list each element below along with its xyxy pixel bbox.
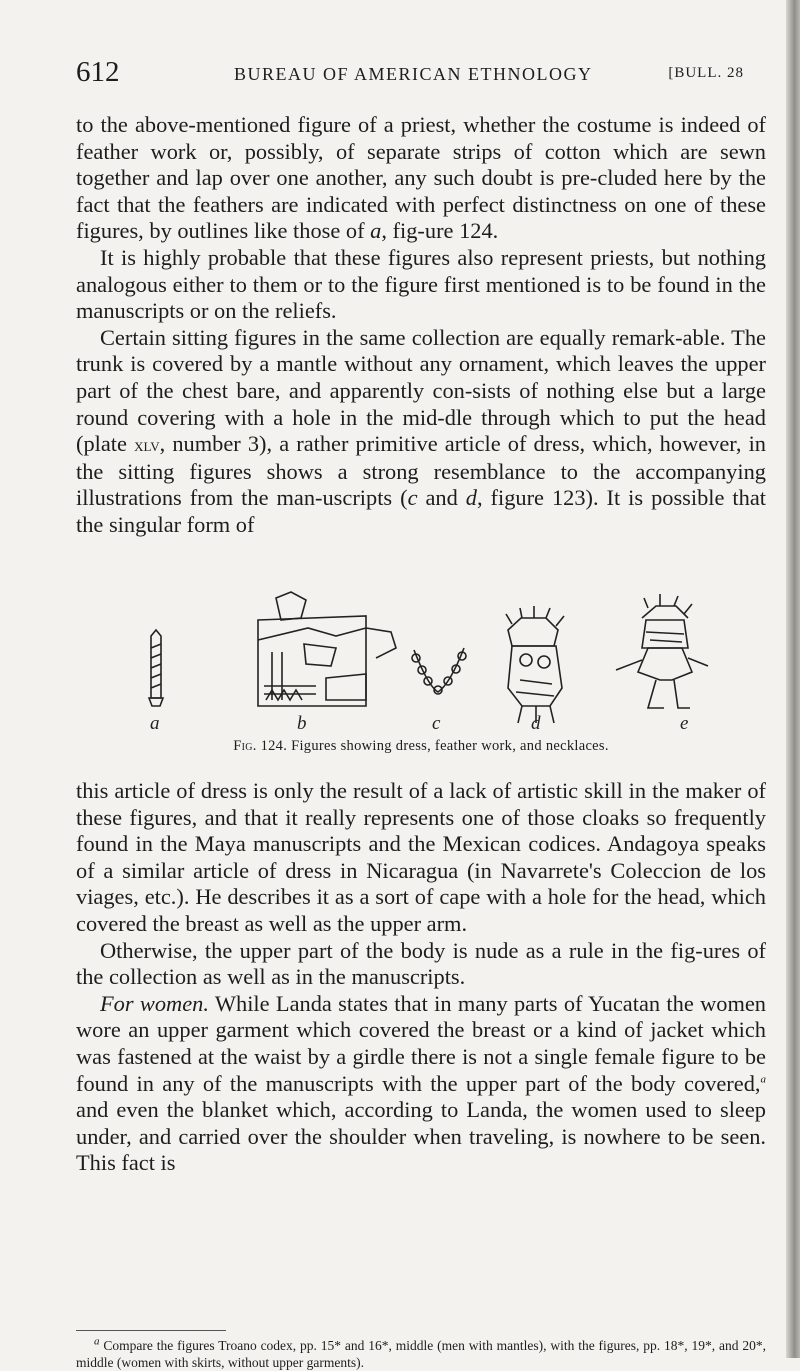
paragraph-3: Certain sitting figures in the same collection are equally remark-able. The trunk is covered by a mantle without any ornament, which leaves the upper part of the chest bare, and apparently con-sists of nothing else but a large round covering with a hole in the mid-dle through which to put the head (plate xlv, number 3), a rather primitive article of dress, which, however, in the sitting figures shows a strong resemblance to the accompanying illustrations from the man-uscripts (c and d, figure 123). It is possible that the singular form of <box>76 324 766 537</box>
footnote: $^a$ Compare the figures Troano codex, pp. 15* and 16*, middle (men with mantles), with the figures, pp. 18*, 19*, and 20*, middle (women with skirts, without upper garments). <box>76 1335 766 1370</box>
paragraph-5: Otherwise, the upper part of the body is nude as a rule in the fig-ures of the collection as well as in the manuscripts. <box>76 937 766 990</box>
figure-a-drawing <box>149 630 163 706</box>
paragraph-1: to the above-mentioned figure of a priest, whether the costume is indeed of feather work or, possibly, of separate strips of cotton which are sewn together and lap over one another, any such doubt is pre-cluded here by the fact that the feathers are indicated with perfect distinctness on one of these figures, by outlines like those of a, fig-ure 124. <box>76 112 766 244</box>
figure-caption-text: Figures showing dress, feather work, and necklaces. <box>291 738 609 754</box>
paragraph-4: this article of dress is only the result of a lack of artistic skill in the maker of these figures, and that it really represents one of those cloaks so frequently found in the Maya manuscripts and the Mexican codices. Andagoya speaks of a similar article of dress in Nicaragua (in Navarrete's Coleccion de los viages, etc.). He describes it as a sort of cape with a hole for the head, which covered the breast as well as the upper arm. <box>76 778 766 936</box>
body-text-top <box>76 112 766 539</box>
footnote-rule <box>76 1330 226 1331</box>
paragraph-2: It is highly probable that these figures also represent priests, but nothing analogous either to them or to the figure first mentioned is to be found in the manuscripts or on the reliefs. <box>76 244 766 324</box>
figure-b-drawing <box>258 592 396 706</box>
figure-number: Fig. 124. <box>233 738 288 754</box>
figure-124 <box>76 588 766 753</box>
running-title: BUREAU OF AMERICAN ETHNOLOGY <box>234 64 593 84</box>
label-d: d <box>531 713 541 733</box>
figure-e-drawing <box>616 594 708 708</box>
label-e: e <box>680 713 689 733</box>
page-number: 612 <box>76 56 120 88</box>
body-text-bottom <box>76 778 766 1177</box>
page-header <box>76 56 744 96</box>
figure-drawings <box>76 588 766 733</box>
bulletin-number: [BULL. 28 <box>668 65 744 81</box>
figure-caption <box>76 738 766 755</box>
figure-c-drawing <box>412 648 466 694</box>
label-a: a <box>150 713 160 733</box>
section-heading-women: For women. <box>100 990 209 1016</box>
page-edge-shadow <box>786 0 800 1358</box>
figure-d-drawing <box>506 606 564 723</box>
label-b: b <box>297 713 307 733</box>
paragraph-6: For women. While Landa states that in many parts of Yucatan the women wore an upper garment which covered the breast or a kind of jacket which was fastened at the waist by a girdle there is not a single female figure to be found in any of the manuscripts with the upper part of the body covered,$^a$ and even the blanket which, according to Landa, the women used to sleep under, and carried over the shoulder when traveling, is nowhere to be seen. This fact is <box>76 990 767 1176</box>
footnote-ref: a <box>760 1073 766 1086</box>
label-c: c <box>432 713 441 733</box>
